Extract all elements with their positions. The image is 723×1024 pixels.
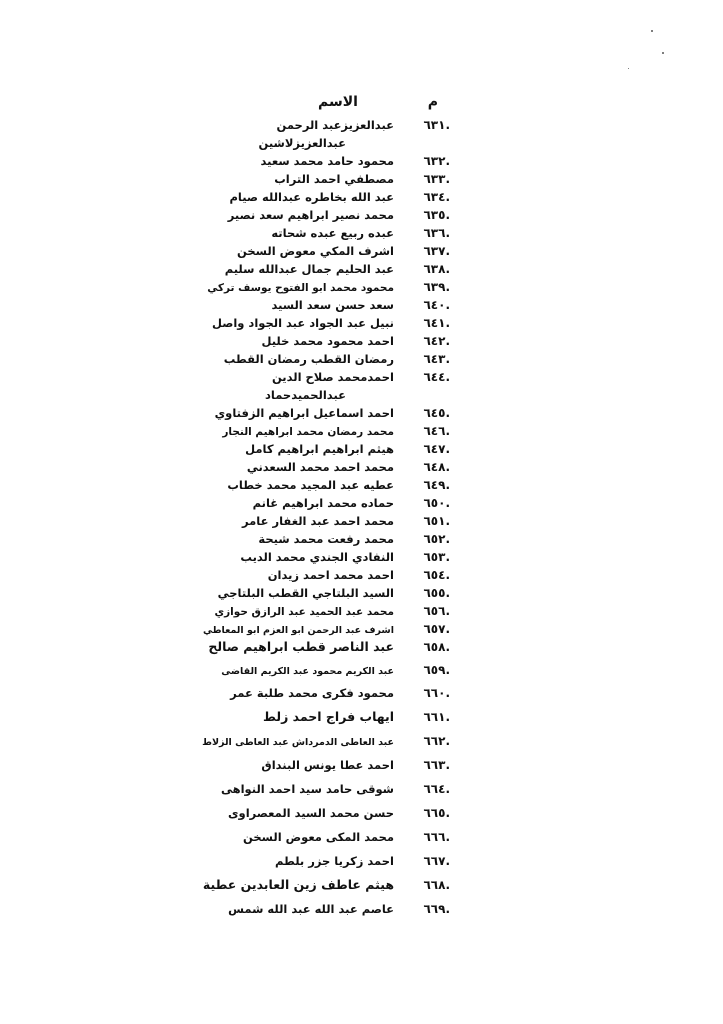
table-row (220, 422, 450, 440)
row-number: .٦٣٩ (423, 280, 450, 294)
number-column-header: م (427, 94, 438, 110)
table-row (220, 350, 450, 368)
row-number: .٦٤٤ (423, 370, 450, 384)
table-row (208, 638, 450, 661)
row-number: .٦٦٥ (423, 806, 450, 820)
row-name: عطيه عبد المجيد محمد خطاب (227, 478, 394, 492)
table-row (220, 708, 450, 732)
row-number: .٦٦٠ (423, 686, 450, 700)
table-row (202, 620, 450, 638)
table-row (220, 804, 450, 828)
table-row (202, 732, 450, 756)
table-row (220, 548, 450, 566)
row-number: .٦٦٧ (423, 854, 450, 868)
row-number: .٦٥٠ (423, 496, 450, 510)
row-number: .٦٤٦ (423, 424, 450, 438)
row-name: شوقى حامد سيد احمد النواهى (220, 782, 394, 796)
table-row (220, 440, 450, 458)
row-name: محمود محمد ابو الفتوح يوسف تركي (207, 282, 394, 294)
row-name: عبد العاطى الدمرداش عبد العاطى الزلاط (202, 737, 394, 748)
table-row (220, 494, 450, 512)
row-number: .٦٣٨ (423, 262, 450, 276)
row-name: اشرف عبد الرحمن ابو العزم ابو المعاطي (202, 625, 394, 636)
row-name: اشرف المكي معوض السخن (237, 244, 394, 258)
table-row (220, 512, 450, 530)
table-row (211, 314, 450, 332)
table-row (220, 296, 450, 314)
row-number: .٦٥٢ (423, 532, 450, 546)
row-number: .٦٥٥ (423, 586, 450, 600)
row-name: حسن محمد السيد المعصراوى (228, 806, 394, 820)
row-name: هيثم عاطف زين العابدين عطية (202, 877, 394, 892)
row-number: .٦٦٦ (423, 830, 450, 844)
row-name: محمد احمد محمد السعدني (246, 460, 394, 474)
row-name: نبيل عبد الجواد عبد الجواد واصل (211, 316, 394, 330)
row-number: .٦٥٧ (423, 622, 450, 636)
table-row (220, 242, 450, 260)
table-row (220, 332, 450, 350)
names-table (202, 92, 450, 924)
row-name: عبد الناصر قطب ابراهيم صالح (208, 639, 394, 654)
row-name: رمضان القطب رمضان القطب (223, 352, 394, 366)
row-name: احمد عطا يونس البنداق (261, 758, 394, 772)
row-name: النفادي الجندي محمد الديب (240, 550, 394, 564)
table-row (220, 780, 450, 804)
row-number: .٦٣٢ (423, 154, 450, 168)
row-name: عبدالعزيزلاشين (258, 136, 346, 150)
row-number: .٦٥١ (423, 514, 450, 528)
name-column-header: الاسم (318, 94, 358, 110)
row-number: .٦٦٩ (423, 902, 450, 916)
table-row-continuation (220, 134, 450, 152)
table-row (207, 278, 450, 296)
table-row (220, 188, 450, 206)
table-header (220, 92, 450, 116)
row-name: احمد زكريا جزر بلطم (275, 854, 394, 868)
table-row (220, 368, 450, 386)
row-name: مصطفي احمد التراب (274, 172, 394, 186)
table-row (220, 152, 450, 170)
table-row (220, 206, 450, 224)
row-number: .٦٤٠ (423, 298, 450, 312)
row-name: محمد المكى معوض السخن (243, 830, 394, 844)
row-name: احمد محمود محمد خليل (261, 334, 394, 348)
row-number: .٦٣٤ (423, 190, 450, 204)
row-number: .٦٤٣ (423, 352, 450, 366)
row-number: .٦٦١ (423, 710, 450, 724)
table-row (217, 584, 450, 602)
scan-speck (628, 68, 629, 69)
row-name: عبد الكريم محمود عبد الكريم القاضى (221, 666, 394, 677)
row-number: .٦٣٥ (423, 208, 450, 222)
scan-speck (651, 30, 653, 32)
table-row (220, 458, 450, 476)
table-row-continuation (220, 386, 450, 404)
row-number: .٦٤٢ (423, 334, 450, 348)
row-name: سعد حسن سعد السيد (271, 298, 394, 312)
table-row (220, 170, 450, 188)
row-number: .٦٦٣ (423, 758, 450, 772)
table-row (220, 260, 450, 278)
row-name: السيد البلتاجي القطب البلتاجي (217, 586, 394, 600)
table-row (220, 661, 450, 684)
row-name: عبد الله بخاطره عبدالله صيام (229, 190, 394, 204)
scan-speck (662, 52, 664, 54)
row-name: محمود حامد محمد سعيد (260, 154, 394, 168)
row-name: محمد عبد الحميد عبد الرازق حوازي (214, 606, 394, 618)
table-row (220, 566, 450, 584)
row-name: محمود فكرى محمد طلبة عمر (230, 686, 394, 700)
row-number: .٦٣١ (423, 118, 450, 132)
row-number: .٦٥٣ (423, 550, 450, 564)
row-name: هيثم ابراهيم ابراهيم كامل (245, 442, 394, 456)
table-row (220, 756, 450, 780)
row-name: محمد رمضان محمد ابراهيم النجار (222, 426, 394, 438)
row-number: .٦٤٨ (423, 460, 450, 474)
row-number: .٦٥٨ (423, 640, 450, 654)
row-name: ايهاب فراج احمد زلط (263, 709, 394, 724)
table-row (220, 224, 450, 242)
table-row (202, 876, 450, 900)
row-number: .٦٥٩ (423, 663, 450, 677)
row-name: عبده ربيع عبده شحاته (271, 226, 394, 240)
row-number: .٦٦٢ (423, 734, 450, 748)
row-name: حماده محمد ابراهيم غانم (252, 496, 394, 510)
row-name: عبدالحميدحماد (264, 388, 346, 402)
table-row (220, 116, 450, 134)
table-row (214, 602, 450, 620)
row-name: عبد الحليم جمال عبدالله سليم (224, 262, 394, 276)
row-name: احمد محمد احمد زيدان (267, 568, 394, 582)
row-name: محمد احمد عبد الغفار عامر (242, 514, 394, 528)
row-number: .٦٥٦ (423, 604, 450, 618)
table-row (220, 852, 450, 876)
row-number: .٦٤١ (423, 316, 450, 330)
row-number: .٦٥٤ (423, 568, 450, 582)
row-name: عاصم عبد الله عبد الله شمس (228, 902, 394, 916)
row-number: .٦٦٨ (423, 878, 450, 892)
row-number: .٦٦٤ (423, 782, 450, 796)
row-number: .٦٤٥ (423, 406, 450, 420)
row-number: .٦٣٦ (423, 226, 450, 240)
row-name: محمد نصير ابراهيم سعد نصير (227, 208, 394, 222)
table-row (220, 900, 450, 924)
table-row (220, 530, 450, 548)
row-name: احمد اسماعيل ابراهيم الزفتاوي (214, 406, 394, 420)
table-row (220, 476, 450, 494)
row-name: محمد رفعت محمد شيحة (258, 532, 394, 546)
row-number: .٦٣٣ (423, 172, 450, 186)
row-number: .٦٤٩ (423, 478, 450, 492)
table-row (214, 404, 450, 422)
row-number: .٦٣٧ (423, 244, 450, 258)
row-name: عبدالعزيزعبد الرحمن (276, 118, 394, 132)
row-number: .٦٤٧ (423, 442, 450, 456)
table-row (220, 684, 450, 708)
table-row (220, 828, 450, 852)
row-name: احمدمحمد صلاح الدين (271, 370, 394, 384)
